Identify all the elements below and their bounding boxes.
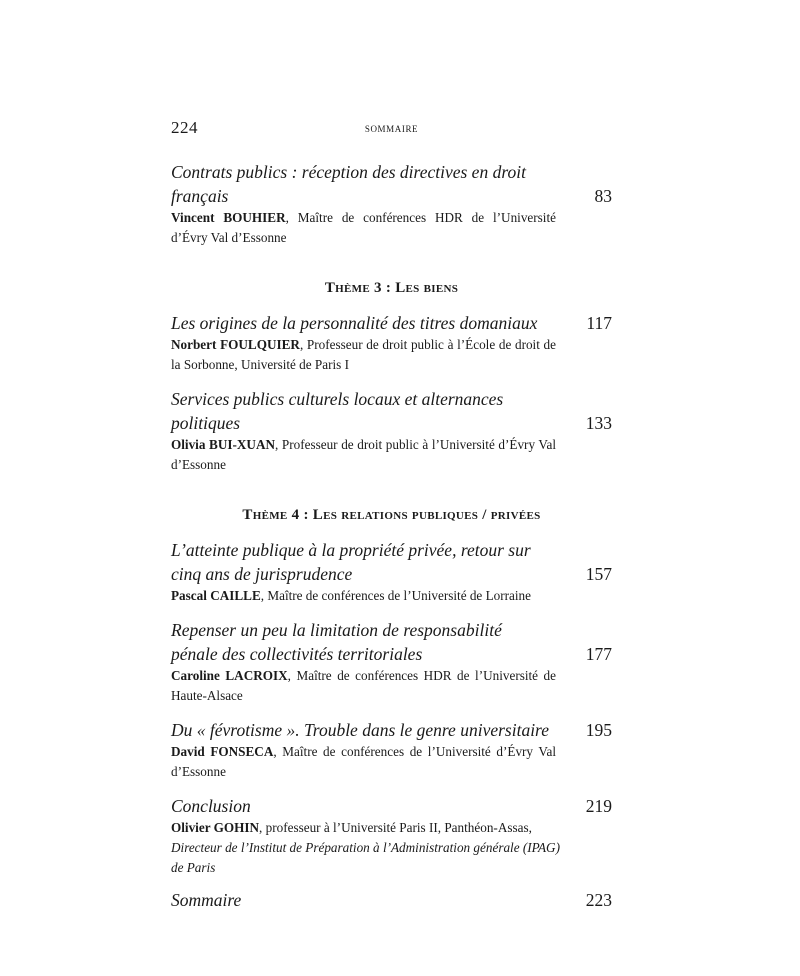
- entry-page-number: 195: [585, 720, 612, 740]
- theme-name: Les biens: [395, 280, 459, 296]
- author-affiliation: , Maître de conférences de l’Université d’Évry Val d’Essonne: [171, 744, 556, 779]
- entry-page-number: 177: [585, 644, 612, 664]
- toc-entry: [171, 618, 612, 706]
- entry-page-number: 83: [594, 186, 612, 206]
- author-name: Pascal CAILLE: [171, 588, 261, 603]
- author-affiliation: , Professeur de droit public à l’École de droit de la Sorbonne, Université de Paris I: [171, 337, 556, 372]
- theme-prefix: Thème 3 :: [324, 280, 392, 296]
- toc-entry: [171, 311, 612, 375]
- running-title: SOMMAIRE: [364, 124, 419, 134]
- entry-page-number: 219: [585, 796, 612, 816]
- author-line: [171, 208, 556, 248]
- toc-entry: [171, 387, 612, 475]
- author-extra-title: Directeur de l’Institut de Préparation à l’Administration générale (IPAG) de Paris: [171, 840, 560, 875]
- entry-title: Sommaire: [171, 890, 242, 910]
- theme-heading: [171, 280, 612, 297]
- author-line: [171, 586, 556, 606]
- author-affiliation: , Maître de conférences HDR de l’Université de Haute-Alsace: [171, 668, 557, 703]
- entry-title: Les origines de la personnalité des titres domaniaux: [171, 313, 538, 333]
- author-line: [171, 742, 556, 782]
- author-name: Vincent BOUHIER: [171, 210, 286, 225]
- author-name: Norbert FOULQUIER: [171, 337, 300, 352]
- author-line: [171, 435, 556, 475]
- author-affiliation: , Maître de conférences de l’Université de Lorraine: [260, 588, 531, 603]
- author-affiliation: , Professeur de droit public à l’Université d’Évry Val d’Essonne: [171, 437, 556, 472]
- toc-entry: [171, 538, 612, 606]
- toc-entry: [171, 160, 612, 248]
- toc-entry: [171, 794, 612, 878]
- author-name: Caroline LACROIX: [171, 668, 288, 683]
- entry-title: Du « févrotisme ». Trouble dans le genre universitaire: [171, 720, 549, 740]
- author-affiliation: , professeur à l’Université Paris II, Panthéon-Assas,: [259, 820, 532, 835]
- entry-title: Services publics culturels locaux et alternances politiques: [171, 389, 504, 433]
- entry-page-number: 223: [585, 890, 612, 910]
- author-affiliation: , Maître de conférences HDR de l’Université d’Évry Val d’Essonne: [171, 210, 556, 245]
- entry-page-number: 157: [585, 564, 612, 584]
- entry-title: Conclusion: [171, 796, 251, 816]
- toc-entry: [171, 888, 612, 912]
- theme-prefix: Thème 4 :: [242, 507, 309, 523]
- entry-title: Contrats publics : réception des directives en droit français: [171, 162, 526, 206]
- page-header: [171, 118, 612, 142]
- author-line: [171, 818, 612, 838]
- toc-entry: [171, 718, 612, 782]
- author-name: David FONSECA: [171, 744, 274, 759]
- theme-name: Les relations publiques / privées: [312, 507, 541, 523]
- author-name: Olivia BUI-XUAN: [171, 437, 275, 452]
- author-line: [171, 666, 556, 706]
- entry-page-number: 133: [585, 413, 612, 433]
- author-line: [171, 335, 556, 375]
- entry-title: Repenser un peu la limitation de responsabilité pénale des collectivités territoriales: [171, 620, 502, 664]
- author-name: Olivier GOHIN: [171, 820, 260, 835]
- entry-title: L’atteinte publique à la propriété privée, retour sur cinq ans de jurisprudence: [171, 540, 531, 584]
- entry-page-number: 117: [586, 313, 612, 333]
- page-number: 224: [171, 118, 198, 137]
- table-of-contents: [171, 160, 612, 912]
- theme-heading: [171, 507, 612, 524]
